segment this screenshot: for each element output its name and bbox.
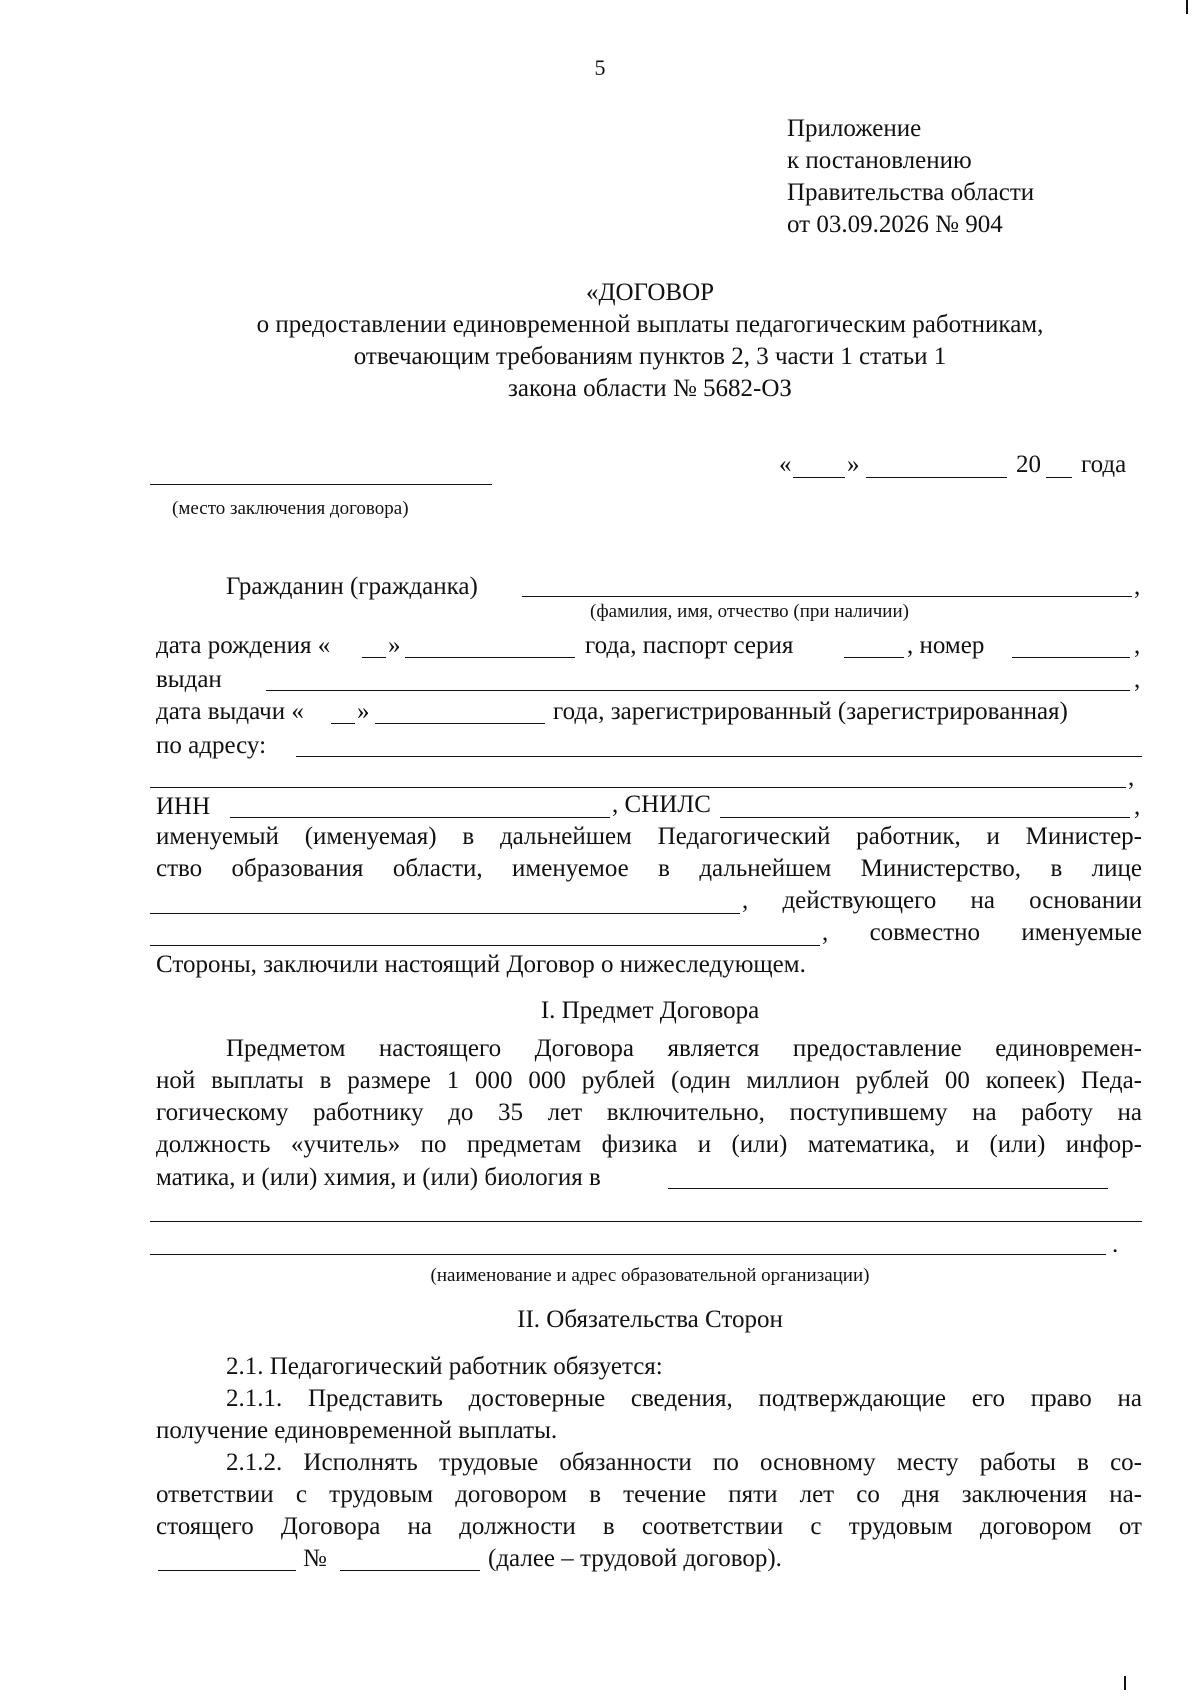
issue-month-blank	[375, 723, 545, 724]
citizen-fio-blank	[522, 596, 1132, 597]
passport-number-label: , номер	[907, 632, 985, 659]
fio-caption: (фамилия, имя, отчество (при наличии)	[590, 601, 909, 622]
birth-close-quote: »	[388, 632, 401, 659]
section-1-line-3: гогическому работнику до 35 лет включительно, поступившему на работу на	[156, 1099, 1142, 1126]
passport-number-blank	[1012, 657, 1130, 658]
snils-label: , СНИЛС	[612, 791, 711, 818]
acting-text: , действующего на основании	[742, 887, 1142, 914]
section-1-heading: I. Предмет Договора	[540, 997, 760, 1024]
place-blank	[150, 484, 492, 485]
clause-2-1: 2.1. Педагогический работник обязуется:	[226, 1353, 663, 1380]
date-month-blank	[866, 477, 1007, 478]
contract-number-blank	[340, 1570, 480, 1571]
issued-by-blank	[266, 690, 1130, 691]
ministry-line: ство образования области, именуемое в дальнейшем Министерство, в лице	[156, 855, 1142, 882]
issue-date-close-quote: »	[357, 698, 370, 725]
named-line: именуемый (именуемая) в дальнейшем Педагогический работник, и Министер-	[156, 823, 1142, 850]
address-comma: ,	[1128, 764, 1135, 791]
scan-mark-bottom	[1124, 1676, 1126, 1690]
clause-2-1-2-tail: (далее – трудовой договор).	[488, 1545, 782, 1572]
title-line-1: «ДОГОВОР	[585, 279, 715, 306]
concluded-line: Стороны, заключили настоящий Договор о нижеследующем.	[156, 951, 806, 978]
place-caption: (место заключения договора)	[172, 498, 409, 519]
snils-comma: ,	[1134, 793, 1141, 820]
citizen-label: Гражданин (гражданка)	[226, 573, 478, 600]
page-number: 5	[594, 55, 606, 80]
title-line-2: о предоставлении единовременной выплаты педагогическим работникам,	[256, 311, 1044, 338]
appendix-line-4: от 03.09.2026 № 904	[787, 211, 1003, 238]
citizen-comma: ,	[1134, 573, 1141, 600]
organization-caption: (наименование и адрес образовательной организации)	[430, 1265, 870, 1286]
address-blank-2	[150, 787, 1126, 788]
organization-blank-2	[150, 1221, 1142, 1222]
inn-blank	[230, 817, 610, 818]
scan-mark-top	[1186, 0, 1188, 14]
birth-month-blank	[405, 657, 575, 658]
issue-day-blank	[331, 723, 355, 724]
address-label: по адресу:	[156, 732, 267, 759]
registered-text: года, зарегистрированный (зарегистрированная)	[553, 698, 1068, 725]
date-day-blank	[793, 477, 845, 478]
clause-2-1-2-line-3: стоящего Договора на должности в соответствии с трудовым договором от	[156, 1513, 1142, 1540]
issue-date-label: дата выдачи «	[156, 698, 304, 725]
organization-blank-3	[150, 1254, 1106, 1255]
section-1-line-4: должность «учитель» по предметам физика и (или) математика, и (или) инфор-	[156, 1131, 1142, 1158]
representative-blank	[150, 913, 740, 914]
title-line-4: закона области № 5682-ОЗ	[508, 375, 792, 402]
clause-2-1-1-line-1: 2.1.1. Представить достоверные сведения, подтверждающие его право на	[226, 1385, 1142, 1412]
address-blank-1	[296, 756, 1142, 757]
date-year-prefix: 20	[1016, 451, 1041, 478]
issued-comma: ,	[1134, 666, 1141, 693]
organization-blank-1	[668, 1188, 1108, 1189]
date-open-quote: «	[779, 451, 792, 478]
issued-label: выдан	[156, 666, 222, 693]
birth-day-blank	[362, 657, 386, 658]
appendix-line-2: к постановлению	[787, 147, 972, 174]
section-1-line-1: Предметом настоящего Договора является предоставление единовремен-	[226, 1035, 1142, 1062]
snils-blank	[720, 817, 1130, 818]
contract-number-sign: №	[303, 1545, 327, 1572]
clause-2-1-2-line-1: 2.1.2. Исполнять трудовые обязанности по основному месту работы в со-	[226, 1449, 1142, 1476]
section-1-line-2: ной выплаты в размере 1 000 000 рублей (один миллион рублей 00 копеек) Педа-	[156, 1067, 1142, 1094]
passport-label: года, паспорт серия	[585, 632, 794, 659]
contract-date-blank	[158, 1570, 296, 1571]
passport-comma: ,	[1134, 632, 1141, 659]
clause-2-1-1-line-2: получение единовременной выплаты.	[156, 1417, 558, 1444]
title-line-3: отвечающим требованиям пунктов 2, 3 части 1 статьи 1	[353, 343, 947, 370]
passport-series-blank	[844, 657, 904, 658]
inn-label: ИНН	[156, 793, 211, 820]
organization-period: .	[1112, 1231, 1119, 1258]
appendix-line-1: Приложение	[787, 115, 922, 142]
date-year-blank	[1046, 477, 1072, 478]
grounds-blank	[150, 945, 820, 946]
clause-2-1-2-line-2: ответствии с трудовым договором в течение пяти лет со дня заключения на-	[156, 1481, 1142, 1508]
section-2-heading: II. Обязательства Сторон	[517, 1306, 783, 1333]
date-year-suffix: года	[1081, 451, 1127, 478]
birth-label: дата рождения «	[156, 632, 331, 659]
jointly-text: , совместно именуемые	[822, 919, 1142, 946]
appendix-line-3: Правительства области	[787, 179, 1035, 206]
date-close-quote: »	[847, 451, 860, 478]
section-1-line-5: матика, и (или) химия, и (или) биология в	[156, 1164, 601, 1191]
